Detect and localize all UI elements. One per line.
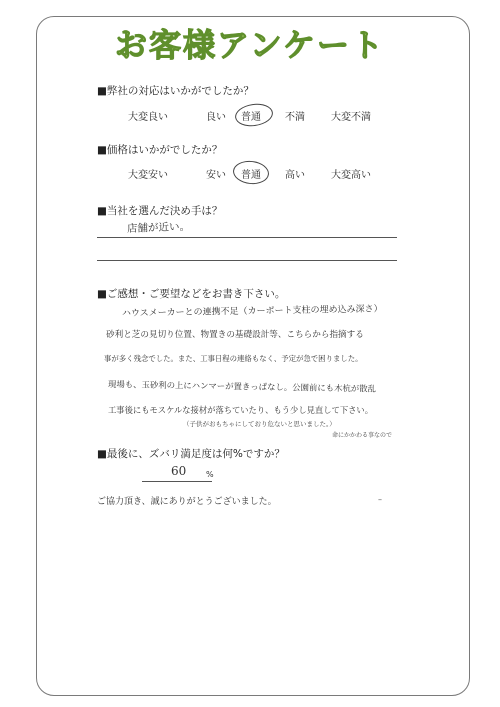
q2-option-cheap: 安い [206, 170, 226, 181]
comment-line-4: 現場も、玉砂利の上にハンマーが置きっぱなし。公園前にも木杭が散乱 [107, 379, 377, 394]
answer-line-1 [97, 237, 397, 238]
survey-title: お客様アンケート [114, 26, 386, 64]
answer-line-2 [97, 260, 397, 261]
satisfaction-unit: % [206, 470, 214, 479]
question-price: ■価格はいかがでしたか？ [97, 144, 223, 156]
question-comments: ■ご感想・ご要望などをお書き下さい。 [97, 288, 286, 300]
thanks-message: ご協力頂き、誠にありがとうございました。 [97, 497, 277, 507]
comment-line-1: ハウスメーカーとの連携不足（カーポート支柱の埋め込み深さ） [121, 304, 383, 319]
footer-dash: – [378, 495, 382, 504]
satisfaction-line [142, 481, 212, 482]
q1-option-dissatisfied: 不満 [285, 112, 305, 123]
q2-option-normal: 普通 [241, 170, 261, 181]
comment-line-3: 事が多く残念でした。また、工事日程の連絡もなく、予定が急で困りました。 [104, 354, 363, 363]
q1-option-good: 良い [206, 112, 226, 123]
comment-note-right: 命にかかわる事なので [332, 432, 393, 439]
question-service: ■弊社の対応はいかがでしたか？ [97, 85, 254, 97]
q1-option-normal: 普通 [241, 112, 261, 123]
q2-option-very-expensive: 大変高い [331, 170, 371, 181]
q1-option-very-good: 大変良い [128, 112, 168, 123]
satisfaction-value: 60 [171, 464, 187, 478]
q2-option-very-cheap: 大変安い [128, 170, 168, 181]
comment-note-left: （子供がおもちゃにしており危ないと思いました。） [183, 420, 336, 428]
q1-option-very-dissatisfied: 大変不満 [331, 112, 371, 123]
q3-answer: 店舗が近い。 [126, 220, 191, 235]
question-deciding-factor: ■当社を選んだ決め手は？ [97, 205, 223, 217]
question-satisfaction: ■最後に、ズバリ満足度は何%ですか？ [97, 448, 285, 460]
q2-option-expensive: 高い [285, 170, 305, 181]
comment-line-5: 工事後にもモスケルな接材が落ちていたり、もう少し見直して下さい。 [108, 405, 374, 415]
comment-line-2: 砂利と芝の見切り位置、物置きの基礎設計等、こちらから指摘する [106, 330, 364, 340]
